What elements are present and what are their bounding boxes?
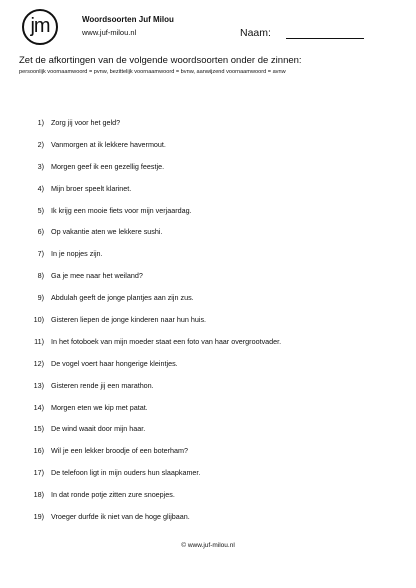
- list-item: [0, 227, 416, 249]
- item-number: 2): [37, 139, 44, 149]
- list-item: [0, 381, 416, 403]
- list-item: [0, 315, 416, 337]
- item-sentence: Gisteren liepen de jonge kinderen naar hun huis.: [51, 315, 207, 325]
- list-item: [0, 206, 416, 228]
- abbreviation-legend: persoonlijk voornaamwoord = pvnw, bezittelijk voornaamwoord = bvnw, aanwijzend voornaamwoord = avnw: [19, 69, 286, 75]
- list-item: [0, 446, 416, 468]
- list-item: [0, 403, 416, 425]
- item-sentence: Morgen eten we kip met patat.: [51, 402, 148, 412]
- list-item: [0, 337, 416, 359]
- item-sentence: Vroeger durfde ik niet van de hoge glijbaan.: [51, 512, 190, 522]
- item-number: 18): [33, 490, 44, 500]
- item-sentence: Ga je mee naar het weiland?: [51, 271, 143, 281]
- item-sentence: Zorg jij voor het geld?: [51, 118, 121, 127]
- logo: [22, 9, 58, 45]
- name-field-line: [286, 38, 364, 39]
- item-sentence: De vogel voert haar hongerige kleintjes.: [51, 358, 178, 368]
- brand-url: www.juf-milou.nl: [82, 28, 137, 37]
- item-sentence: Gisteren rende jij een marathon.: [51, 380, 154, 390]
- item-number: 7): [37, 249, 44, 259]
- list-item: [0, 293, 416, 315]
- item-number: 15): [33, 424, 44, 434]
- item-number: 16): [33, 446, 44, 456]
- item-number: 3): [37, 161, 44, 171]
- item-sentence: Wil je een lekker broodje of een boterham?: [51, 446, 189, 456]
- item-sentence: Vanmorgen at ik lekkere havermout.: [51, 139, 166, 149]
- logo-text: jm: [30, 14, 50, 37]
- list-item: [0, 271, 416, 293]
- list-item: [0, 490, 416, 512]
- brand-title: Woordsoorten Juf Milou: [82, 15, 174, 24]
- list-item: [0, 249, 416, 271]
- list-item: [0, 184, 416, 206]
- list-item: [0, 162, 416, 184]
- item-sentence: De wind waait door mijn haar.: [51, 424, 146, 434]
- item-number: 14): [33, 402, 44, 412]
- item-number: 19): [33, 512, 44, 522]
- item-sentence: Morgen geef ik een gezellig feestje.: [51, 161, 165, 171]
- item-sentence: In het fotoboek van mijn moeder staat een foto van haar overgrootvader.: [51, 336, 282, 346]
- item-sentence: Abdulah geeft de jonge plantjes aan zijn zus.: [51, 293, 194, 303]
- list-item: [0, 468, 416, 490]
- item-number: 4): [37, 183, 44, 193]
- item-number: 1): [37, 118, 44, 127]
- item-number: 6): [37, 227, 44, 237]
- item-sentence: In dat ronde potje zitten zure snoepjes.: [51, 490, 175, 500]
- item-sentence: De telefoon ligt in mijn ouders hun slaapkamer.: [51, 468, 201, 478]
- sentence-list: [0, 118, 416, 534]
- list-item: [0, 359, 416, 381]
- list-item: [0, 118, 416, 140]
- list-item: [0, 512, 416, 534]
- list-item: [0, 140, 416, 162]
- name-label: Naam:: [240, 27, 271, 39]
- item-sentence: In je nopjes zijn.: [51, 249, 103, 259]
- item-number: 10): [33, 315, 44, 325]
- item-number: 17): [33, 468, 44, 478]
- item-number: 13): [33, 380, 44, 390]
- item-number: 8): [37, 271, 44, 281]
- list-item: [0, 424, 416, 446]
- item-sentence: Op vakantie aten we lekkere sushi.: [51, 227, 163, 237]
- item-sentence: Ik krijg een mooie fiets voor mijn verjaardag.: [51, 205, 192, 215]
- footer-copyright: © www.juf-milou.nl: [181, 542, 235, 549]
- instruction: Zet de afkortingen van de volgende woordsoorten onder de zinnen:: [19, 55, 302, 66]
- item-number: 12): [33, 358, 44, 368]
- item-number: 5): [37, 205, 44, 215]
- item-number: 11): [34, 336, 44, 346]
- item-sentence: Mijn broer speelt klarinet.: [51, 183, 132, 193]
- item-number: 9): [37, 293, 44, 303]
